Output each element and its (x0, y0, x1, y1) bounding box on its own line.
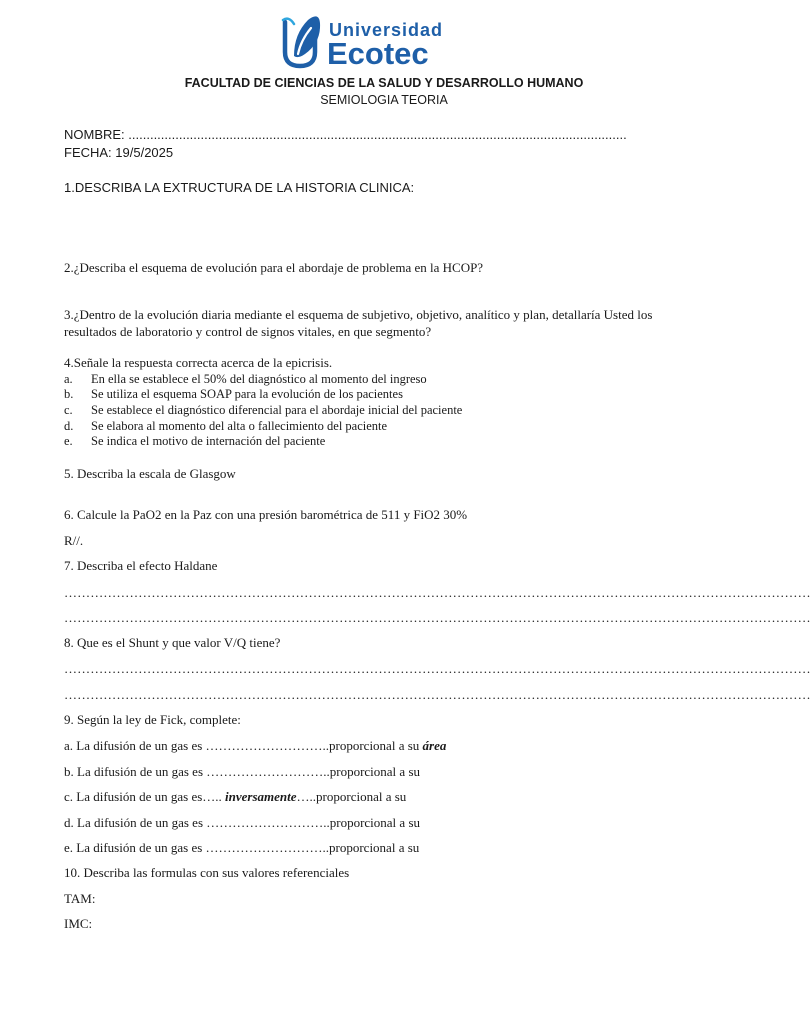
fick-item-c-text-post: …..proporcional a su (296, 789, 407, 804)
name-field[interactable]: NOMBRE: .......................................................................................................................................... (64, 127, 627, 142)
fick-item-a-text: a. La difusión de un gas es ………………………..proporcional a su (64, 738, 423, 753)
faculty-title: FACULTAD DE CIENCIAS DE LA SALUD Y DESARROLLO HUMANO (184, 76, 584, 90)
option-letter: c. (64, 403, 73, 417)
question-3-line-1: 3.¿Dentro de la evolución diaria mediante el esquema de subjetivo, objetivo, analítico y plan, detallaría Usted los (64, 307, 653, 322)
fick-item-e: e. La difusión de un gas es ………………………..proporcional a su (64, 840, 420, 855)
question-10: 10. Describa las formulas con sus valores referenciales (64, 865, 350, 880)
imc-label: IMC: (64, 916, 93, 931)
fick-item-a (64, 738, 446, 754)
option-text: Se establece el diagnóstico diferencial para el abordaje inicial del paciente (91, 403, 463, 417)
option-letter: e. (64, 434, 73, 448)
option-letter: a. (64, 372, 73, 386)
answer-line[interactable]: ……………………………………………………………………………………………………………………………………………………… (64, 610, 811, 625)
logo-text-bottom: Ecotec (327, 36, 429, 71)
answer-label: R//. (64, 533, 84, 548)
logo-emblem-icon (283, 16, 320, 66)
fick-item-c-text-pre: c. La difusión de un gas es….. (64, 789, 226, 804)
subject-title: SEMIOLOGIA TEORIA (320, 93, 448, 107)
fick-item-b: b. La difusión de un gas es ………………………..proporcional a su (64, 764, 421, 779)
option-letter: d. (64, 419, 74, 433)
fick-item-d: d. La difusión de un gas es ………………………..proporcional a su (64, 815, 421, 830)
question-8: 8. Que es el Shunt y que valor V/Q tiene? (64, 635, 281, 650)
fick-item-c (64, 789, 406, 805)
question-6: 6. Calcule la PaO2 en la Paz con una presión barométrica de 511 y FiO2 30% (64, 507, 468, 522)
option-letter: b. (64, 387, 74, 401)
answer-line[interactable]: ……………………………………………………………………………………………………………………………………………………… (64, 585, 811, 600)
tam-label: TAM: (64, 891, 96, 906)
option-text: Se utiliza el esquema SOAP para la evolución de los pacientes (91, 387, 403, 401)
fick-item-c-emphasis: inversamente (225, 789, 297, 804)
option-text: Se indica el motivo de internación del paciente (91, 434, 326, 448)
answer-line[interactable]: ……………………………………………………………………………………………………………………………………………………… (64, 661, 811, 676)
fick-item-a-emphasis: área (422, 738, 447, 753)
option-text: En ella se establece el 50% del diagnóstico al momento del ingreso (91, 372, 427, 386)
question-9: 9. Según la ley de Fick, complete: (64, 712, 241, 727)
question-5: 5. Describa la escala de Glasgow (64, 466, 236, 481)
option-text: Se elabora al momento del alta o fallecimiento del paciente (91, 419, 388, 433)
question-1: 1.DESCRIBA LA EXTRUCTURA DE LA HISTORIA CLINICA: (64, 180, 415, 195)
question-7: 7. Describa el efecto Haldane (64, 558, 218, 573)
logo-text-top: Universidad (329, 20, 444, 40)
university-logo (281, 14, 456, 70)
question-4: 4.Señale la respuesta correcta acerca de la epicrisis. (64, 355, 333, 370)
date-field: FECHA: 19/5/2025 (64, 145, 174, 160)
question-2: 2.¿Describa el esquema de evolución para el abordaje de problema en la HCOP? (64, 260, 484, 275)
answer-line[interactable]: ……………………………………………………………………………………………………………………………………………………… (64, 687, 811, 702)
question-3-line-2: resultados de laboratorio y control de signos vitales, en que segmento? (64, 324, 432, 339)
